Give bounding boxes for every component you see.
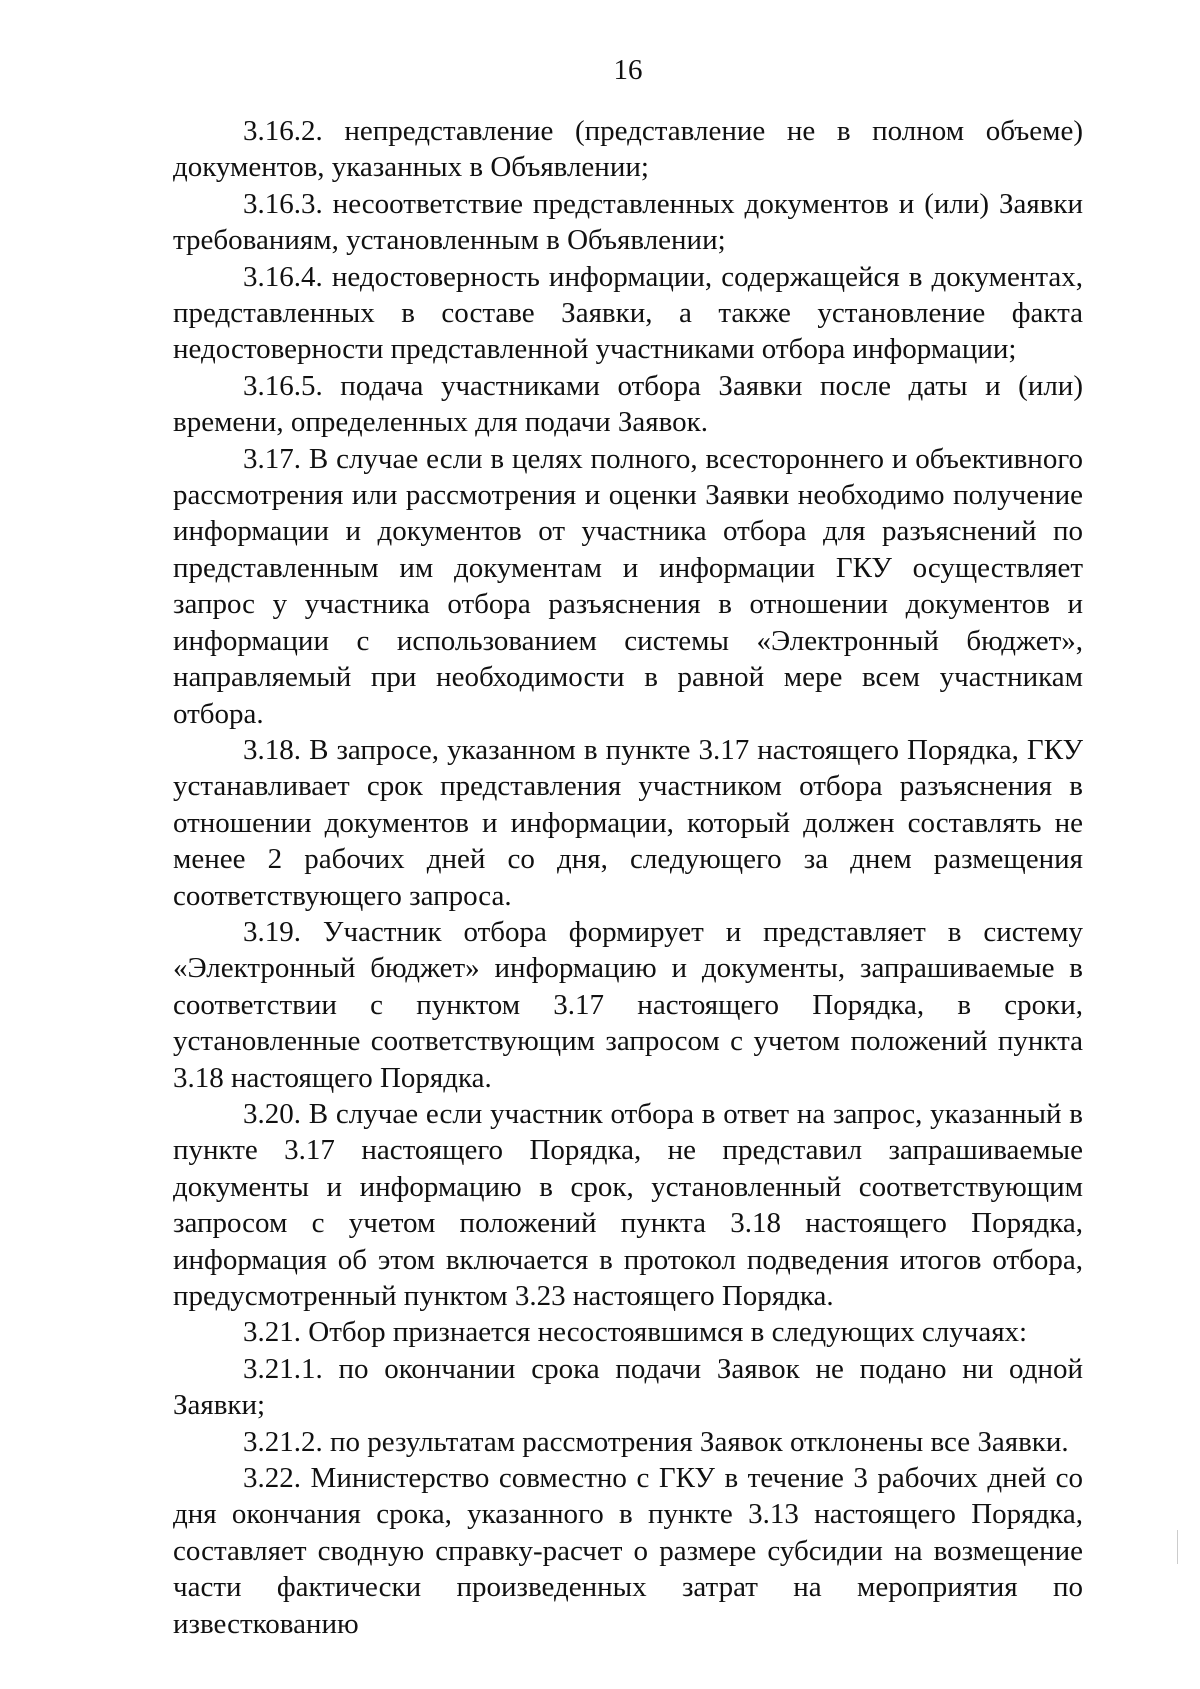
paragraph-3-20: 3.20. В случае если участник отбора в ответ на запрос, указанный в пункте 3.17 настоящего Порядка, не представил запрашиваемые документы и информацию в срок, установленный соответствующим запросом с учетом положений пункта 3.18 настоящего Порядка, информация об этом включается в протокол подведения итогов отбора, предусмотренный пунктом 3.23 настоящего Порядка.: [173, 1097, 1083, 1312]
paragraph-3-16-5: 3.16.5. подача участниками отбора Заявки после даты и (или) времени, определенных для подачи Заявок.: [173, 369, 1083, 439]
scan-edge-mark: [1177, 1530, 1178, 1564]
paragraph-3-21-2: 3.21.2. по результатам рассмотрения Заявок отклонены все Заявки.: [243, 1425, 1069, 1458]
paragraph-3-16-2: 3.16.2. непредставление (представление не в полном объеме) документов, указанных в Объявлении;: [173, 115, 1083, 184]
paragraph-3-21: 3.21. Отбор признается несостоявшимся в следующих случаях:: [243, 1316, 1028, 1349]
paragraph-3-16-4: 3.16.4. недостоверность информации, содержащейся в документах, представленных в составе Заявки, а также установление факта недостоверности представленной участниками отбора информации;: [173, 260, 1083, 366]
paragraph-3-18: 3.18. В запросе, указанном в пункте 3.17 настоящего Порядка, ГКУ устанавливает срок представления участником отбора разъяснения в отношении документов и информации, который должен составлять не менее 2 рабочих дней со дня, следующего за днем размещения соответствующего запроса.: [173, 733, 1083, 912]
paragraph-3-22: 3.22. Министерство совместно с ГКУ в течение 3 рабочих дней со дня окончания срока, указанного в пункте 3.13 настоящего Порядка, составляет сводную справку-расчет о размере субсидии на возмещение части фактически произведенных затрат на мероприятия по известкованию: [173, 1462, 1083, 1640]
paragraph-3-17: 3.17. В случае если в целях полного, всестороннего и объективного рассмотрения или рассмотрения и оценки Заявки необходимо получение информации и документов от участника отбора для разъяснений по представленным им документам и информации ГКУ осуществляет запрос у участника отбора разъяснения в отношении документов и информации с использованием системы «Электронный бюджет», направляемый при необходимости в равной мере всем участникам отбора.: [173, 442, 1083, 730]
paragraph-3-19: 3.19. Участник отбора формирует и представляет в систему «Электронный бюджет» информацию и документы, запрашиваемые в соответствии с пунктом 3.17 настоящего Порядка, в сроки, установленные соответствующим запросом с учетом положений пункта 3.18 настоящего Порядка.: [173, 915, 1083, 1094]
document-body: [173, 113, 1083, 1642]
page-number: 16: [613, 54, 643, 86]
paragraph-3-21-1: 3.21.1. по окончании срока подачи Заявок не подано ни одной Заявки;: [173, 1352, 1083, 1422]
paragraph-3-16-3: 3.16.3. несоответствие представленных документов и (или) Заявки требованиям, установленным в Объявлении;: [173, 187, 1083, 257]
